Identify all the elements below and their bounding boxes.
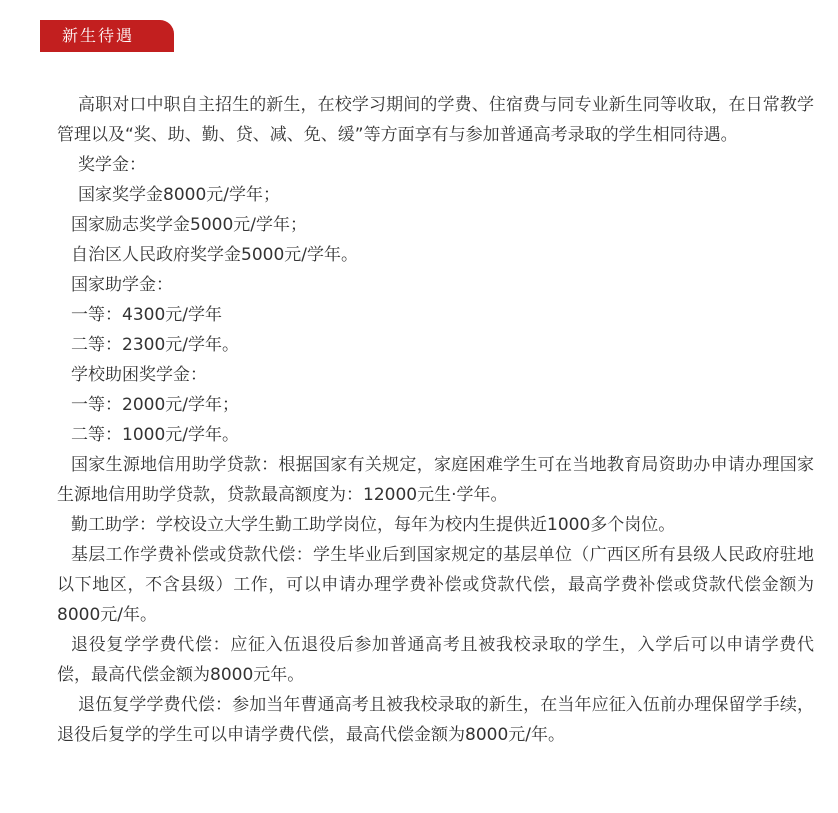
scholarship-item: 国家奖学金8000元/学年； bbox=[78, 185, 280, 205]
section-title: 新生待遇 bbox=[62, 26, 135, 45]
school-grant-heading: 学校助困奖学金： bbox=[71, 365, 207, 385]
veteran-paragraph-1: 退役复学学费代偿：应征入伍退役后参加普通高考且被我校录取的学生，入学后可以申请学费代偿，最高代偿金额为8000元年。 bbox=[57, 635, 814, 685]
loan-paragraph: 国家生源地信用助学贷款：根据国家有关规定，家庭困难学生可在当地教育局资助办申请办理国家生源地信用助学贷款，贷款最高额度为：12000元生·学年。 bbox=[57, 455, 814, 505]
section-title-banner bbox=[40, 20, 174, 52]
scholarship-heading: 奖学金： bbox=[78, 155, 146, 175]
school-grant-item: 一等：2000元/学年； bbox=[71, 395, 239, 415]
scholarship-item: 自治区人民政府奖学金5000元/学年。 bbox=[71, 245, 358, 265]
intro-paragraph: 高职对口中职自主招生的新生，在校学习期间的学费、住宿费与同专业新生同等收取，在日常教学管理以及“奖、助、勤、贷、减、免、缓”等方面享有与参加普通高考录取的学生相同待遇。 bbox=[57, 95, 814, 145]
scholarship-item: 国家励志奖学金5000元/学年； bbox=[71, 215, 307, 235]
grant-item: 二等：2300元/学年。 bbox=[71, 335, 239, 355]
work-study-paragraph: 勤工助学：学校设立大学生勤工助学岗位，每年为校内生提供近1000多个岗位。 bbox=[71, 515, 676, 535]
school-grant-item: 二等：1000元/学年。 bbox=[71, 425, 239, 445]
grant-item: 一等：4300元/学年 bbox=[71, 305, 222, 325]
article-body bbox=[57, 90, 814, 750]
grassroots-paragraph: 基层工作学费补偿或贷款代偿：学生毕业后到国家规定的基层单位（广西区所有县级人民政府驻地以下地区，不含县级）工作，可以申请办理学费补偿或贷款代偿，最高学费补偿或贷款代偿金额为8000元/年。 bbox=[57, 545, 814, 625]
veteran-paragraph-2: 退伍复学学费代偿：参加当年曹通高考且被我校录取的新生，在当年应征入伍前办理保留学手续，退役后复学的学生可以申请学费代偿，最高代偿金额为8000元/年。 bbox=[57, 695, 814, 745]
grant-heading: 国家助学金： bbox=[71, 275, 173, 295]
